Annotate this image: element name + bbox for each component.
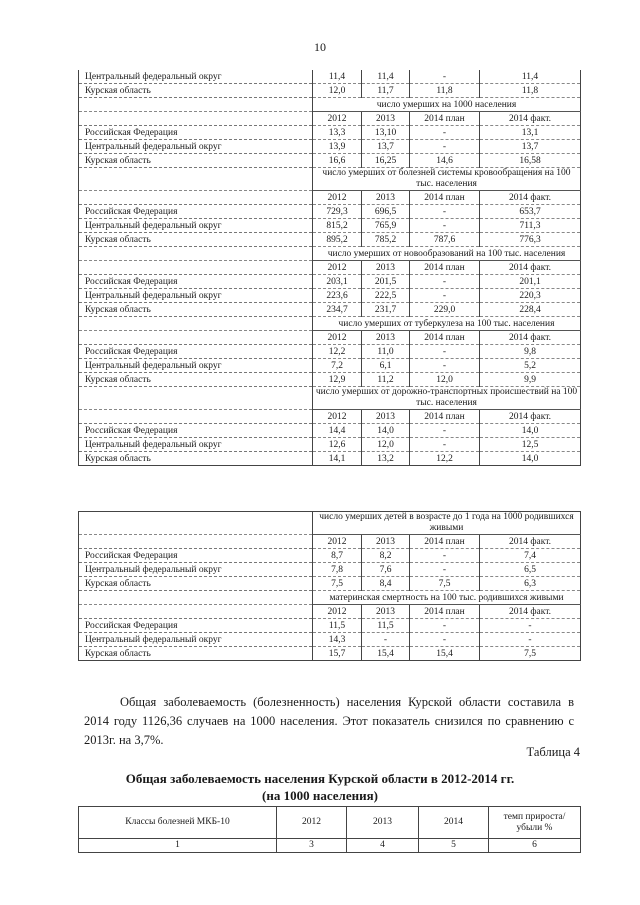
value-cell: 13,10 [362, 126, 410, 140]
value-cell: 14,4 [313, 424, 362, 438]
value-cell: 11,4 [362, 70, 410, 84]
value-cell: 220,3 [480, 289, 581, 303]
value-cell: - [480, 633, 581, 647]
caption-spacer [79, 317, 313, 331]
data-row [79, 84, 581, 98]
value-cell: 14,0 [362, 424, 410, 438]
value-cell: 13,3 [313, 126, 362, 140]
data-row [79, 275, 581, 289]
year-header-cell: 2014 план [410, 191, 480, 205]
value-cell: 16,58 [480, 154, 581, 168]
header-spacer [79, 331, 313, 345]
value-cell: 785,2 [362, 233, 410, 247]
value-cell: 729,3 [313, 205, 362, 219]
value-cell: 787,6 [410, 233, 480, 247]
caption-spacer [79, 512, 313, 535]
value-cell: 12,0 [410, 373, 480, 387]
region-label: Центральный федеральный округ [79, 633, 313, 647]
page-number: 10 [314, 40, 326, 54]
year-header-cell: 2014 факт. [480, 535, 581, 549]
value-cell: 12,0 [313, 84, 362, 98]
value-cell: - [410, 563, 480, 577]
value-cell: 12,5 [480, 438, 581, 452]
value-cell: 765,9 [362, 219, 410, 233]
data-row [79, 345, 581, 359]
value-cell: 13,2 [362, 452, 410, 466]
value-cell: 8,7 [313, 549, 362, 563]
year-header-cell: 2012 [313, 191, 362, 205]
value-cell: 12,0 [362, 438, 410, 452]
value-cell: 11,5 [313, 619, 362, 633]
value-cell: - [410, 359, 480, 373]
value-cell: 9,9 [480, 373, 581, 387]
year-header-cell: 2012 [313, 535, 362, 549]
year-header-row [79, 112, 581, 126]
caption-spacer [79, 247, 313, 261]
col-disease-class: Классы болезней МКБ-10 [79, 807, 277, 839]
region-label: Российская Федерация [79, 205, 313, 219]
value-cell: 15,4 [362, 647, 410, 661]
header-spacer [79, 605, 313, 619]
data-row [79, 289, 581, 303]
year-header-cell: 2013 [362, 112, 410, 126]
value-cell: - [410, 424, 480, 438]
value-cell: 11,4 [480, 70, 581, 84]
value-cell: 8,2 [362, 549, 410, 563]
col-2013: 2013 [347, 807, 419, 839]
value-cell: 696,5 [362, 205, 410, 219]
region-label: Российская Федерация [79, 619, 313, 633]
table-4-label: Таблица 4 [526, 745, 580, 759]
year-header-cell: 2012 [313, 261, 362, 275]
value-cell: 11,4 [313, 70, 362, 84]
table-4-title-line2: (на 1000 населения) [262, 788, 378, 803]
year-header-row [79, 535, 581, 549]
year-header-cell: 2014 план [410, 261, 480, 275]
value-cell: - [410, 219, 480, 233]
value-cell: 11,0 [362, 345, 410, 359]
value-cell: - [410, 345, 480, 359]
data-row [79, 205, 581, 219]
indicator-caption: число умерших на 1000 населения [313, 98, 581, 112]
col-number: 1 [79, 839, 277, 853]
year-header-cell: 2014 план [410, 331, 480, 345]
col-2012: 2012 [277, 807, 347, 839]
year-header-cell: 2014 факт. [480, 605, 581, 619]
value-cell: 201,5 [362, 275, 410, 289]
year-header-cell: 2014 план [410, 605, 480, 619]
value-cell: 5,2 [480, 359, 581, 373]
col-number: 3 [277, 839, 347, 853]
year-header-cell: 2014 факт. [480, 191, 581, 205]
col-number: 6 [489, 839, 581, 853]
value-cell: 11,7 [362, 84, 410, 98]
value-cell: 13,7 [362, 140, 410, 154]
year-header-cell: 2013 [362, 535, 410, 549]
year-header-cell: 2013 [362, 605, 410, 619]
region-label: Курская область [79, 373, 313, 387]
data-row [79, 424, 581, 438]
value-cell: 14,6 [410, 154, 480, 168]
value-cell: 7,4 [480, 549, 581, 563]
value-cell: 13,9 [313, 140, 362, 154]
header-spacer [79, 191, 313, 205]
header-spacer [79, 261, 313, 275]
value-cell: 11,8 [410, 84, 480, 98]
indicator-caption: число умерших детей в возрасте до 1 года на 1000 родившихся живыми [313, 512, 581, 535]
region-label: Центральный федеральный округ [79, 70, 313, 84]
data-row [79, 303, 581, 317]
region-label: Курская область [79, 577, 313, 591]
data-row [79, 154, 581, 168]
value-cell: - [480, 619, 581, 633]
value-cell: 7,5 [480, 647, 581, 661]
header-spacer [79, 410, 313, 424]
region-label: Курская область [79, 233, 313, 247]
child-maternal-mortality-table [78, 511, 581, 661]
caption-spacer [79, 387, 313, 410]
data-row [79, 647, 581, 661]
year-header-cell: 2014 план [410, 535, 480, 549]
value-cell: 201,1 [480, 275, 581, 289]
region-label: Центральный федеральный округ [79, 289, 313, 303]
year-header-cell: 2014 факт. [480, 261, 581, 275]
value-cell: 14,0 [480, 452, 581, 466]
value-cell: 815,2 [313, 219, 362, 233]
year-header-row [79, 191, 581, 205]
year-header-cell: 2012 [313, 410, 362, 424]
table-4-title-line1: Общая заболеваемость населения Курской области в 2012-2014 гг. [125, 771, 515, 786]
col-growth-rate: темп прироста/убыли % [489, 807, 581, 839]
region-label: Российская Федерация [79, 549, 313, 563]
indicator-caption-row [79, 317, 581, 331]
value-cell: 234,7 [313, 303, 362, 317]
value-cell: 203,1 [313, 275, 362, 289]
table-header-row [79, 807, 581, 839]
value-cell: 14,0 [480, 424, 581, 438]
region-label: Курская область [79, 154, 313, 168]
caption-spacer [79, 98, 313, 112]
caption-spacer [79, 591, 313, 605]
value-cell: - [410, 633, 480, 647]
value-cell: - [362, 633, 410, 647]
value-cell: 15,4 [410, 647, 480, 661]
value-cell: 7,5 [313, 577, 362, 591]
value-cell: 16,25 [362, 154, 410, 168]
indicator-caption-row [79, 98, 581, 112]
value-cell: 11,2 [362, 373, 410, 387]
value-cell: 653,7 [480, 205, 581, 219]
value-cell: 11,5 [362, 619, 410, 633]
value-cell: 11,8 [480, 84, 581, 98]
data-row [79, 577, 581, 591]
region-label: Центральный федеральный округ [79, 438, 313, 452]
header-spacer [79, 112, 313, 126]
year-header-row [79, 605, 581, 619]
region-label: Курская область [79, 84, 313, 98]
data-row [79, 563, 581, 577]
region-label: Российская Федерация [79, 126, 313, 140]
year-header-cell: 2014 факт. [480, 331, 581, 345]
region-label: Российская Федерация [79, 345, 313, 359]
year-header-row [79, 331, 581, 345]
year-header-row [79, 410, 581, 424]
data-row [79, 373, 581, 387]
value-cell: 13,1 [480, 126, 581, 140]
indicator-caption-row [79, 387, 581, 410]
region-label: Курская область [79, 452, 313, 466]
value-cell: 6,5 [480, 563, 581, 577]
year-header-cell: 2014 факт. [480, 112, 581, 126]
caption-spacer [79, 168, 313, 191]
value-cell: 222,5 [362, 289, 410, 303]
year-header-cell: 2013 [362, 331, 410, 345]
value-cell: 229,0 [410, 303, 480, 317]
indicator-caption-row [79, 591, 581, 605]
region-label: Курская область [79, 303, 313, 317]
table-4-title [0, 770, 640, 804]
year-header-cell: 2012 [313, 605, 362, 619]
value-cell: 231,7 [362, 303, 410, 317]
data-row [79, 359, 581, 373]
region-label: Центральный федеральный округ [79, 359, 313, 373]
value-cell: - [410, 275, 480, 289]
value-cell: - [410, 549, 480, 563]
year-header-row [79, 261, 581, 275]
header-spacer [79, 535, 313, 549]
value-cell: 12,2 [410, 452, 480, 466]
data-row [79, 633, 581, 647]
indicator-caption: материнская смертность на 100 тыс. родившихся живыми [313, 591, 581, 605]
indicator-caption: число умерших от дорожно-транспортных происшествий на 100 тыс. населения [313, 387, 581, 410]
region-label: Российская Федерация [79, 424, 313, 438]
value-cell: - [410, 70, 480, 84]
value-cell: 9,8 [480, 345, 581, 359]
indicator-caption: число умерших от туберкулеза на 100 тыс. населения [313, 317, 581, 331]
value-cell: 228,4 [480, 303, 581, 317]
data-row [79, 438, 581, 452]
mortality-table [78, 70, 581, 466]
indicator-caption-row [79, 512, 581, 535]
year-header-cell: 2013 [362, 410, 410, 424]
region-label: Центральный федеральный округ [79, 140, 313, 154]
value-cell: 15,7 [313, 647, 362, 661]
value-cell: 776,3 [480, 233, 581, 247]
data-row [79, 619, 581, 633]
data-row [79, 549, 581, 563]
value-cell: - [410, 140, 480, 154]
region-label: Российская Федерация [79, 275, 313, 289]
col-number: 5 [419, 839, 489, 853]
morbidity-table [78, 806, 581, 853]
data-row [79, 140, 581, 154]
data-row [79, 452, 581, 466]
value-cell: 12,6 [313, 438, 362, 452]
value-cell: - [410, 619, 480, 633]
indicator-caption-row [79, 247, 581, 261]
data-row [79, 219, 581, 233]
year-header-cell: 2013 [362, 191, 410, 205]
year-header-cell: 2014 план [410, 410, 480, 424]
value-cell: - [410, 205, 480, 219]
year-header-cell: 2014 план [410, 112, 480, 126]
value-cell: 7,2 [313, 359, 362, 373]
data-row [79, 233, 581, 247]
value-cell: 14,3 [313, 633, 362, 647]
value-cell: 895,2 [313, 233, 362, 247]
value-cell: 223,6 [313, 289, 362, 303]
region-label: Центральный федеральный округ [79, 219, 313, 233]
value-cell: 13,7 [480, 140, 581, 154]
value-cell: 7,5 [410, 577, 480, 591]
data-row [79, 70, 581, 84]
value-cell: 16,6 [313, 154, 362, 168]
value-cell: 12,9 [313, 373, 362, 387]
region-label: Курская область [79, 647, 313, 661]
indicator-caption: число умерших от новообразований на 100 тыс. населения [313, 247, 581, 261]
value-cell: 8,4 [362, 577, 410, 591]
value-cell: - [410, 126, 480, 140]
value-cell: 7,8 [313, 563, 362, 577]
value-cell: 6,1 [362, 359, 410, 373]
year-header-cell: 2013 [362, 261, 410, 275]
value-cell: 6,3 [480, 577, 581, 591]
value-cell: - [410, 438, 480, 452]
value-cell: 12,2 [313, 345, 362, 359]
indicator-caption: число умерших от болезней системы кровообращения на 100 тыс. населения [313, 168, 581, 191]
year-header-cell: 2012 [313, 331, 362, 345]
col-number: 4 [347, 839, 419, 853]
region-label: Центральный федеральный округ [79, 563, 313, 577]
value-cell: 7,6 [362, 563, 410, 577]
data-row [79, 126, 581, 140]
column-number-row [79, 839, 581, 853]
year-header-cell: 2012 [313, 112, 362, 126]
indicator-caption-row [79, 168, 581, 191]
value-cell: - [410, 289, 480, 303]
col-2014: 2014 [419, 807, 489, 839]
value-cell: 711,3 [480, 219, 581, 233]
year-header-cell: 2014 факт. [480, 410, 581, 424]
morbidity-paragraph: Общая заболеваемость (болезненность) населения Курской области составила в 2014 году 1126,36 случаев на 1000 населения. Этот показатель снизился по сравнению с 2013г. на 3,7%. [84, 695, 574, 747]
value-cell: 14,1 [313, 452, 362, 466]
